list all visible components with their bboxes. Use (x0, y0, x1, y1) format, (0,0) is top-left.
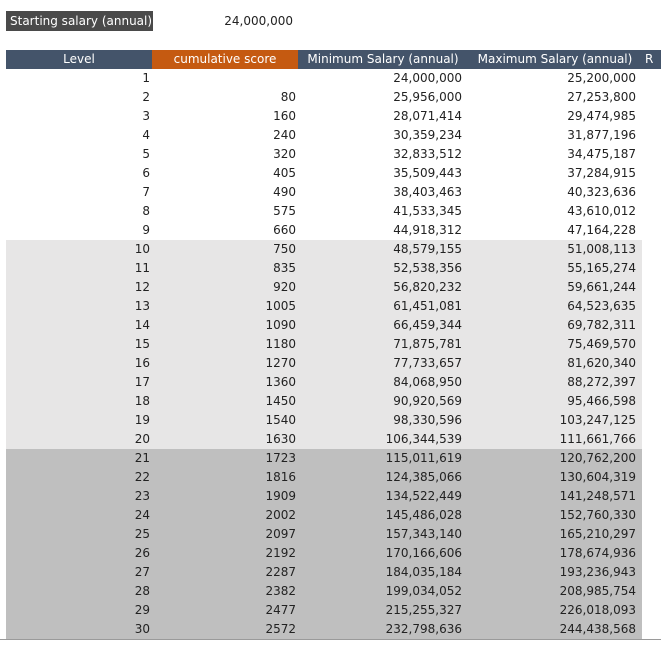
table-row (6, 88, 661, 107)
maximum-salary-cell[interactable]: 226,018,093 (559, 603, 636, 617)
table-row (6, 316, 661, 335)
truncated-cell[interactable] (642, 354, 661, 373)
cumulative-score-cell[interactable]: 2382 (265, 584, 296, 598)
level-cell[interactable]: 1 (142, 71, 150, 85)
minimum-salary-cell[interactable]: 84,068,950 (393, 375, 462, 389)
maximum-salary-cell[interactable]: 178,674,936 (559, 546, 636, 560)
table-row (6, 107, 661, 126)
minimum-salary-cell[interactable]: 25,956,000 (393, 90, 462, 104)
level-cell[interactable]: 24 (134, 508, 150, 522)
maximum-salary-cell[interactable]: 165,210,297 (559, 527, 636, 541)
truncated-cell[interactable] (642, 601, 661, 620)
level-cell[interactable]: 29 (134, 603, 150, 617)
table-row (6, 468, 661, 487)
level-cell[interactable]: 4 (142, 128, 150, 142)
cumulative-score-cell[interactable]: 1723 (265, 451, 296, 465)
table-row (6, 335, 661, 354)
maximum-salary-cell[interactable]: 69,782,311 (567, 318, 636, 332)
truncated-cell[interactable] (642, 335, 661, 354)
maximum-salary-cell[interactable]: 193,236,943 (559, 565, 636, 579)
table-row (6, 221, 661, 240)
level-cell[interactable]: 19 (134, 413, 150, 427)
cumulative-score-cell[interactable]: 920 (273, 280, 296, 294)
cumulative-score-cell[interactable]: 160 (273, 109, 296, 123)
minimum-salary-cell[interactable]: 199,034,052 (385, 584, 462, 598)
cumulative-score-cell[interactable]: 2287 (265, 565, 296, 579)
truncated-cell[interactable] (642, 563, 661, 582)
truncated-cell[interactable] (642, 620, 661, 639)
maximum-salary-cell[interactable]: 29,474,985 (567, 109, 636, 123)
cumulative-score-cell[interactable]: 575 (273, 204, 296, 218)
minimum-salary-cell[interactable]: 44,918,312 (393, 223, 462, 237)
cumulative-score-cell[interactable]: 2477 (265, 603, 296, 617)
minimum-salary-cell[interactable]: 52,538,356 (393, 261, 462, 275)
table-row (6, 164, 661, 183)
salary-table (6, 50, 661, 639)
maximum-salary-cell[interactable]: 64,523,635 (567, 299, 636, 313)
minimum-salary-cell[interactable]: 90,920,569 (393, 394, 462, 408)
cumulative-score-cell[interactable]: 1909 (265, 489, 296, 503)
maximum-salary-cell[interactable]: 120,762,200 (559, 451, 636, 465)
cumulative-score-cell[interactable]: 1005 (265, 299, 296, 313)
table-body (6, 69, 661, 639)
header-minimum-salary[interactable]: Minimum Salary (annual) (298, 50, 468, 69)
level-cell[interactable]: 15 (134, 337, 150, 351)
level-cell[interactable]: 12 (134, 280, 150, 294)
starting-salary-label[interactable]: Starting salary (annual) (6, 11, 153, 31)
truncated-cell[interactable] (642, 468, 661, 487)
truncated-cell[interactable] (642, 202, 661, 221)
table-header-row (6, 50, 661, 69)
maximum-salary-cell[interactable]: 47,164,228 (567, 223, 636, 237)
maximum-salary-cell[interactable]: 51,008,113 (567, 242, 636, 256)
table-row (6, 563, 661, 582)
truncated-cell[interactable] (642, 392, 661, 411)
truncated-cell[interactable] (642, 449, 661, 468)
starting-salary-value[interactable]: 24,000,000 (224, 14, 293, 28)
maximum-salary-cell[interactable]: 130,604,319 (559, 470, 636, 484)
truncated-cell[interactable] (642, 506, 661, 525)
maximum-salary-cell[interactable]: 152,760,330 (559, 508, 636, 522)
table-row (6, 259, 661, 278)
cumulative-score-cell[interactable] (152, 69, 298, 88)
truncated-cell[interactable] (642, 316, 661, 335)
truncated-cell[interactable] (642, 69, 661, 88)
maximum-salary-cell[interactable]: 208,985,754 (559, 584, 636, 598)
truncated-cell[interactable] (642, 487, 661, 506)
level-cell[interactable]: 17 (134, 375, 150, 389)
cumulative-score-cell[interactable]: 1180 (265, 337, 296, 351)
minimum-salary-cell[interactable]: 28,071,414 (393, 109, 462, 123)
cumulative-score-cell[interactable]: 660 (273, 223, 296, 237)
minimum-salary-cell[interactable]: 145,486,028 (385, 508, 462, 522)
cumulative-score-cell[interactable]: 1630 (265, 432, 296, 446)
minimum-salary-cell[interactable]: 106,344,539 (385, 432, 462, 446)
table-row (6, 544, 661, 563)
level-cell[interactable]: 11 (134, 261, 150, 275)
truncated-cell[interactable] (642, 221, 661, 240)
table-row (6, 297, 661, 316)
maximum-salary-cell[interactable]: 103,247,125 (559, 413, 636, 427)
minimum-salary-cell[interactable]: 232,798,636 (385, 622, 462, 636)
minimum-salary-cell[interactable]: 157,343,140 (385, 527, 462, 541)
minimum-salary-cell[interactable]: 124,385,066 (385, 470, 462, 484)
cumulative-score-cell[interactable]: 835 (273, 261, 296, 275)
minimum-salary-cell[interactable]: 35,509,443 (393, 166, 462, 180)
cumulative-score-cell[interactable]: 1090 (265, 318, 296, 332)
truncated-cell[interactable] (642, 544, 661, 563)
maximum-salary-cell[interactable]: 244,438,568 (559, 622, 636, 636)
table-row (6, 449, 661, 468)
minimum-salary-cell[interactable]: 77,733,657 (393, 356, 462, 370)
maximum-salary-cell[interactable]: 81,620,340 (567, 356, 636, 370)
minimum-salary-cell[interactable]: 48,579,155 (393, 242, 462, 256)
maximum-salary-cell[interactable]: 27,253,800 (567, 90, 636, 104)
header-level[interactable]: Level (6, 50, 152, 69)
cumulative-score-cell[interactable]: 2002 (265, 508, 296, 522)
maximum-salary-cell[interactable]: 43,610,012 (567, 204, 636, 218)
cumulative-score-cell[interactable]: 320 (273, 147, 296, 161)
cumulative-score-cell[interactable]: 1816 (265, 470, 296, 484)
maximum-salary-cell[interactable]: 40,323,636 (567, 185, 636, 199)
truncated-cell[interactable] (642, 297, 661, 316)
table-row (6, 69, 661, 88)
table-row (6, 525, 661, 544)
maximum-salary-cell[interactable]: 25,200,000 (567, 71, 636, 85)
minimum-salary-cell[interactable]: 71,875,781 (393, 337, 462, 351)
truncated-cell[interactable] (642, 164, 661, 183)
cumulative-score-cell[interactable]: 80 (280, 90, 296, 104)
minimum-salary-cell[interactable]: 41,533,345 (393, 204, 462, 218)
maximum-salary-cell[interactable]: 34,475,187 (567, 147, 636, 161)
truncated-cell[interactable] (642, 240, 661, 259)
level-cell[interactable]: 6 (142, 166, 150, 180)
level-cell[interactable]: 22 (134, 470, 150, 484)
truncated-cell[interactable] (642, 88, 661, 107)
maximum-salary-cell[interactable]: 95,466,598 (567, 394, 636, 408)
level-cell[interactable]: 7 (142, 185, 150, 199)
cumulative-score-cell[interactable]: 2572 (265, 622, 296, 636)
minimum-salary-cell[interactable]: 30,359,234 (393, 128, 462, 142)
minimum-salary-cell[interactable]: 115,011,619 (385, 451, 462, 465)
table-row (6, 240, 661, 259)
table-bottom-border (0, 639, 661, 640)
table-row (6, 487, 661, 506)
level-cell[interactable]: 13 (134, 299, 150, 313)
cumulative-score-cell[interactable]: 2097 (265, 527, 296, 541)
level-cell[interactable]: 8 (142, 204, 150, 218)
table-row (6, 582, 661, 601)
minimum-salary-cell[interactable]: 98,330,596 (393, 413, 462, 427)
table-row (6, 601, 661, 620)
header-maximum-salary[interactable]: Maximum Salary (annual) (468, 50, 642, 69)
level-cell[interactable]: 9 (142, 223, 150, 237)
table-row (6, 183, 661, 202)
level-cell[interactable]: 26 (134, 546, 150, 560)
minimum-salary-cell[interactable]: 24,000,000 (393, 71, 462, 85)
table-row (6, 392, 661, 411)
level-cell[interactable]: 27 (134, 565, 150, 579)
table-row (6, 620, 661, 639)
level-cell[interactable]: 3 (142, 109, 150, 123)
table-row (6, 411, 661, 430)
truncated-cell[interactable] (642, 525, 661, 544)
maximum-salary-cell[interactable]: 141,248,571 (559, 489, 636, 503)
level-cell[interactable]: 28 (134, 584, 150, 598)
minimum-salary-cell[interactable]: 38,403,463 (393, 185, 462, 199)
cumulative-score-cell[interactable]: 1450 (265, 394, 296, 408)
level-cell[interactable]: 5 (142, 147, 150, 161)
level-cell[interactable]: 20 (134, 432, 150, 446)
cumulative-score-cell[interactable]: 240 (273, 128, 296, 142)
maximum-salary-cell[interactable]: 37,284,915 (567, 166, 636, 180)
truncated-cell[interactable] (642, 373, 661, 392)
truncated-cell[interactable] (642, 582, 661, 601)
maximum-salary-cell[interactable]: 31,877,196 (567, 128, 636, 142)
cumulative-score-cell[interactable]: 750 (273, 242, 296, 256)
level-cell[interactable]: 25 (134, 527, 150, 541)
level-cell[interactable]: 21 (134, 451, 150, 465)
minimum-salary-cell[interactable]: 170,166,606 (385, 546, 462, 560)
truncated-cell[interactable] (642, 278, 661, 297)
table-row (6, 202, 661, 221)
cumulative-score-cell[interactable]: 1540 (265, 413, 296, 427)
table-row (6, 354, 661, 373)
level-cell[interactable]: 16 (134, 356, 150, 370)
minimum-salary-cell[interactable]: 66,459,344 (393, 318, 462, 332)
header-truncated-column[interactable]: R (642, 50, 661, 69)
minimum-salary-cell[interactable]: 32,833,512 (393, 147, 462, 161)
maximum-salary-cell[interactable]: 55,165,274 (567, 261, 636, 275)
table-row (6, 278, 661, 297)
level-cell[interactable]: 2 (142, 90, 150, 104)
maximum-salary-cell[interactable]: 111,661,766 (559, 432, 636, 446)
level-cell[interactable]: 14 (134, 318, 150, 332)
minimum-salary-cell[interactable]: 184,035,184 (385, 565, 462, 579)
maximum-salary-cell[interactable]: 88,272,397 (567, 375, 636, 389)
level-cell[interactable]: 23 (134, 489, 150, 503)
truncated-cell[interactable] (642, 259, 661, 278)
cumulative-score-cell[interactable]: 490 (273, 185, 296, 199)
maximum-salary-cell[interactable]: 75,469,570 (567, 337, 636, 351)
minimum-salary-cell[interactable]: 215,255,327 (385, 603, 462, 617)
truncated-cell[interactable] (642, 183, 661, 202)
minimum-salary-cell[interactable]: 56,820,232 (393, 280, 462, 294)
table-row (6, 506, 661, 525)
table-row (6, 430, 661, 449)
cumulative-score-cell[interactable]: 1270 (265, 356, 296, 370)
table-row (6, 126, 661, 145)
minimum-salary-cell[interactable]: 134,522,449 (385, 489, 462, 503)
truncated-cell[interactable] (642, 430, 661, 449)
truncated-cell[interactable] (642, 107, 661, 126)
table-row (6, 145, 661, 164)
truncated-cell[interactable] (642, 411, 661, 430)
header-cumulative-score[interactable]: cumulative score (152, 50, 298, 69)
table-row (6, 373, 661, 392)
truncated-cell[interactable] (642, 145, 661, 164)
minimum-salary-cell[interactable]: 61,451,081 (393, 299, 462, 313)
cumulative-score-cell[interactable]: 405 (273, 166, 296, 180)
level-cell[interactable]: 18 (134, 394, 150, 408)
cumulative-score-cell[interactable]: 1360 (265, 375, 296, 389)
level-cell[interactable]: 10 (134, 242, 150, 256)
truncated-cell[interactable] (642, 126, 661, 145)
cumulative-score-cell[interactable]: 2192 (265, 546, 296, 560)
maximum-salary-cell[interactable]: 59,661,244 (567, 280, 636, 294)
level-cell[interactable]: 30 (134, 622, 150, 636)
